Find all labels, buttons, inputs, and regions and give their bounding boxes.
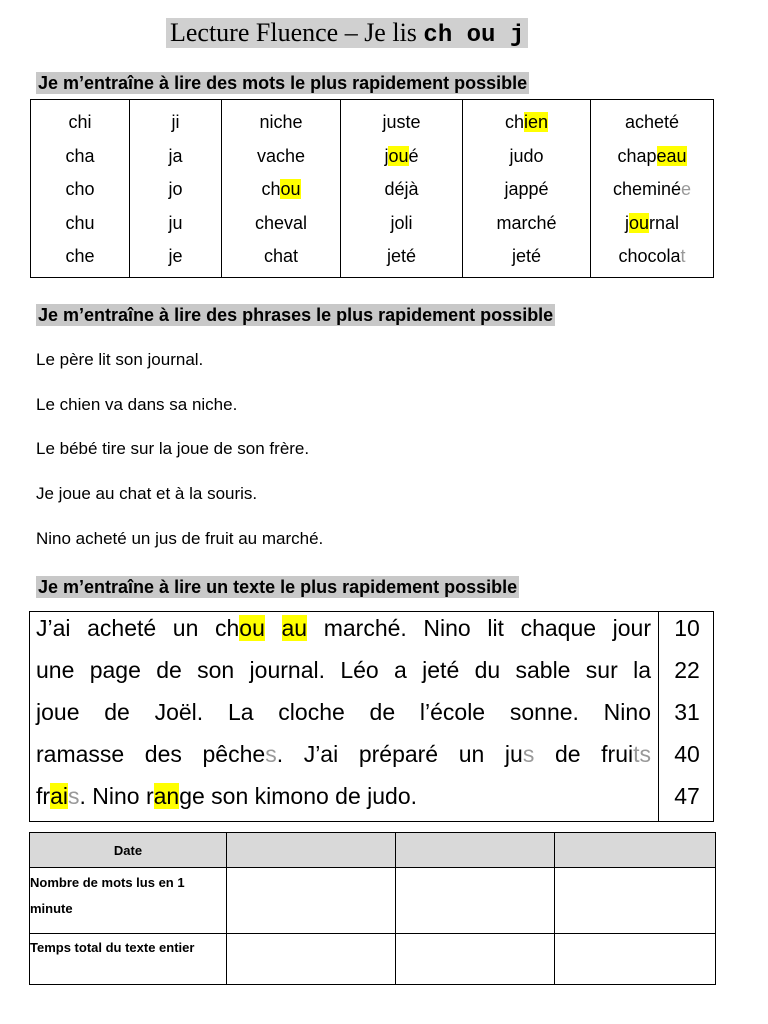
word-part: e: [681, 179, 692, 199]
text-part: . J’ai préparé un ju: [276, 741, 523, 767]
date-cell[interactable]: [555, 833, 716, 868]
sentence: Nino acheté un jus de fruit au marché.: [36, 529, 324, 548]
word-part: je: [168, 246, 183, 266]
word-count: 10: [674, 615, 700, 641]
word-item: [130, 173, 221, 207]
word-part: chi: [68, 112, 92, 132]
word-item: [341, 106, 462, 140]
text-part: ramasse des pêche: [36, 741, 266, 767]
word-part: eau: [656, 145, 687, 166]
section-heading-mots: Je m’entraîne à lire des mots le plus rapidement possible: [38, 73, 528, 93]
word-part: cheval: [254, 212, 308, 233]
word-item: [222, 106, 340, 140]
text-line: [36, 781, 651, 811]
word-item: [130, 140, 221, 174]
section-heading-texte: Je m’entraîne à lire un texte le plus rapidement possible: [38, 577, 518, 597]
word-item: [463, 240, 590, 274]
mots-minute-cell[interactable]: [396, 868, 555, 934]
word-count: 31: [674, 699, 700, 725]
word-item: [31, 240, 129, 274]
text-part: marché. Nino lit chaque jour: [307, 615, 651, 641]
word-column: [222, 100, 341, 278]
word-part: déjà: [384, 179, 419, 199]
text-part: ai: [50, 783, 68, 809]
temps-total-cell[interactable]: [227, 934, 396, 985]
title-text: Lecture Fluence – Je lis: [170, 18, 424, 47]
word-part: chocola: [618, 246, 681, 266]
word-column: [130, 100, 222, 278]
word-part: cheminé: [612, 179, 682, 199]
text-part: s: [265, 741, 277, 767]
word-part: chat: [263, 246, 299, 266]
word-item: [463, 140, 590, 174]
word-item: [591, 173, 713, 207]
word-part: ch: [504, 112, 524, 132]
word-part: ou: [280, 179, 301, 199]
word-part: jeté: [386, 246, 417, 266]
word-item: [463, 207, 590, 241]
word-part: marché: [496, 212, 557, 233]
word-item: [591, 207, 713, 241]
text-part: une page de son journal. Léo a jeté du sable sur la: [36, 657, 651, 683]
temps-total-cell[interactable]: [555, 934, 716, 985]
word-item: [341, 173, 462, 207]
text-part: de frui: [534, 741, 634, 767]
word-part: t: [680, 246, 686, 266]
word-item: [341, 240, 462, 274]
reading-text: [30, 612, 659, 821]
word-part: cha: [65, 145, 95, 166]
text-part: J’ai acheté un ch: [36, 615, 240, 641]
mots-minute-label: Nombre de mots lus en 1 minute: [30, 868, 227, 934]
text-part: ou: [239, 615, 265, 641]
word-part: ja: [168, 145, 183, 166]
word-item: [222, 207, 340, 241]
section-heading-phrases: Je m’entraîne à lire des phrases le plus rapidement possible: [38, 305, 554, 325]
text-part: fr: [36, 783, 51, 809]
word-part: j: [384, 145, 389, 166]
word-item: [31, 106, 129, 140]
text-part: s: [522, 741, 535, 767]
text-line: [36, 739, 651, 769]
word-item: [463, 173, 590, 207]
temps-total-label: Temps total du texte entier: [30, 934, 227, 985]
text-part: an: [153, 783, 180, 809]
text-part: au: [281, 615, 308, 641]
mots-minute-cell[interactable]: [227, 868, 396, 934]
word-count: 22: [674, 657, 700, 683]
word-item: [341, 140, 462, 174]
word-part: che: [65, 246, 95, 266]
word-part: ou: [388, 145, 409, 166]
text-part: [265, 615, 282, 641]
word-part: cho: [65, 179, 95, 199]
word-part: niche: [259, 112, 303, 132]
word-table: [30, 99, 714, 278]
word-item: [130, 106, 221, 140]
word-part: chap: [617, 145, 657, 166]
word-column: [591, 100, 714, 278]
word-part: ou: [628, 212, 649, 233]
word-item: [130, 240, 221, 274]
word-part: acheté: [624, 112, 680, 132]
text-line: [36, 655, 651, 685]
word-part: judo: [509, 145, 544, 166]
text-part: . Nino r: [79, 783, 154, 809]
text-line: [36, 613, 651, 643]
sentence: Le chien va dans sa niche.: [36, 395, 238, 414]
word-item: [341, 207, 462, 241]
page-title: [166, 18, 528, 48]
word-item: [222, 140, 340, 174]
word-item: [31, 173, 129, 207]
mots-minute-cell[interactable]: [555, 868, 716, 934]
word-column: [341, 100, 463, 278]
word-part: j: [624, 212, 629, 233]
word-part: jeté: [511, 246, 542, 266]
word-part: jappé: [504, 179, 549, 199]
sentence: Le père lit son journal.: [36, 350, 204, 369]
word-count: 47: [674, 783, 700, 809]
word-item: [591, 140, 713, 174]
word-part: ien: [523, 112, 549, 132]
date-cell[interactable]: [227, 833, 396, 868]
record-table: [29, 832, 716, 985]
word-item: [591, 240, 713, 274]
word-count: 40: [674, 741, 700, 767]
word-part: vache: [256, 145, 306, 166]
word-column: [31, 100, 130, 278]
word-part: joli: [390, 212, 413, 233]
text-line: [36, 697, 651, 727]
word-part: rnal: [649, 212, 680, 233]
text-part: ge son kimono de judo.: [179, 783, 418, 809]
word-item: [591, 106, 713, 140]
sentence: Le bébé tire sur la joue de son frère.: [36, 439, 310, 458]
text-part: joue de Joël. La cloche de l’école sonne. Nino: [36, 699, 651, 725]
text-part: ts: [633, 741, 651, 767]
word-item: [31, 207, 129, 241]
date-label: Date: [30, 833, 227, 868]
word-item: [222, 173, 340, 207]
temps-total-cell[interactable]: [396, 934, 555, 985]
word-part: chu: [65, 212, 95, 233]
title-bold: ch ou j: [423, 22, 525, 49]
word-part: jo: [168, 179, 183, 199]
word-part: é: [408, 145, 419, 166]
word-part: juste: [382, 112, 421, 132]
sentence: Je joue au chat et à la souris.: [36, 484, 258, 503]
word-item: [463, 106, 590, 140]
word-part: ju: [168, 212, 183, 233]
text-part: s: [67, 783, 80, 809]
word-part: ch: [261, 179, 281, 199]
reading-text-box: [29, 611, 714, 822]
word-part: ji: [171, 112, 180, 132]
word-item: [31, 140, 129, 174]
word-item: [130, 207, 221, 241]
date-cell[interactable]: [396, 833, 555, 868]
word-column: [463, 100, 591, 278]
word-item: [222, 240, 340, 274]
